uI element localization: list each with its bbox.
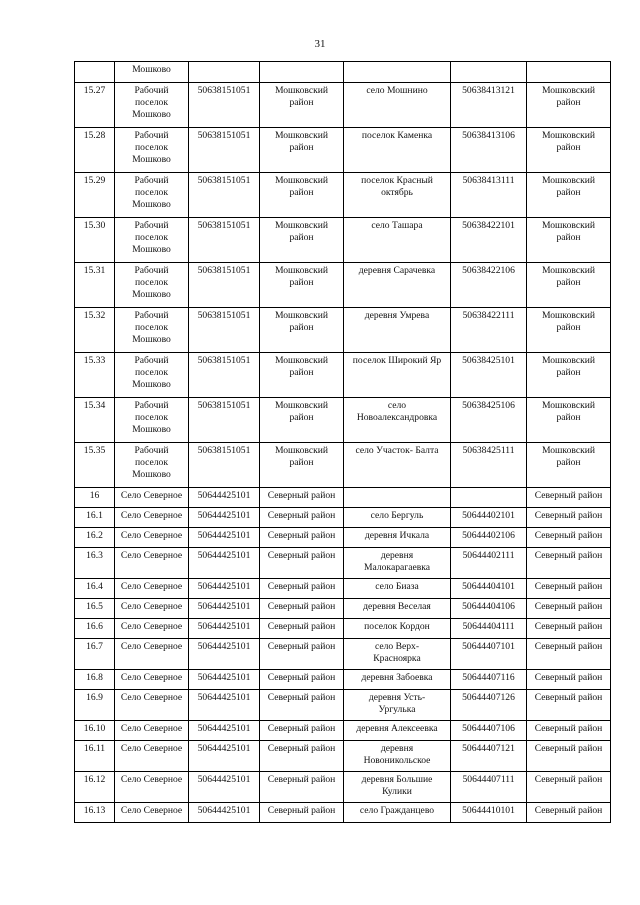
okato-cell: 50644402111 bbox=[451, 548, 527, 579]
row-number: 16.5 bbox=[75, 599, 115, 619]
district2-cell: Северный район bbox=[527, 639, 611, 670]
oktmo-cell: 50644425101 bbox=[189, 670, 260, 690]
row-number: 15.34 bbox=[75, 398, 115, 443]
district-cell: Северный район bbox=[260, 670, 344, 690]
row-number bbox=[75, 62, 115, 83]
locality-cell: поселок Широкий Яр bbox=[344, 353, 451, 398]
district-cell: Мошковский район bbox=[260, 263, 344, 308]
table-row bbox=[75, 443, 611, 488]
row-number: 16.6 bbox=[75, 619, 115, 639]
district-cell: Северный район bbox=[260, 772, 344, 803]
oktmo-cell: 50638151051 bbox=[189, 218, 260, 263]
oktmo-cell: 50638151051 bbox=[189, 173, 260, 218]
row-number: 15.28 bbox=[75, 128, 115, 173]
oktmo-cell: 50638151051 bbox=[189, 398, 260, 443]
row-number: 15.35 bbox=[75, 443, 115, 488]
row-number: 16.8 bbox=[75, 670, 115, 690]
okato-cell: 50638413121 bbox=[451, 83, 527, 128]
table-row bbox=[75, 599, 611, 619]
table-row bbox=[75, 690, 611, 721]
row-number: 16.13 bbox=[75, 803, 115, 823]
district-cell bbox=[260, 62, 344, 83]
district2-cell: Северный район bbox=[527, 599, 611, 619]
locality-cell bbox=[344, 488, 451, 508]
table-row bbox=[75, 741, 611, 772]
okato-cell: 50644402101 bbox=[451, 508, 527, 528]
row-number: 16.3 bbox=[75, 548, 115, 579]
okato-cell: 50638413111 bbox=[451, 173, 527, 218]
district-cell: Северный район bbox=[260, 690, 344, 721]
settlement-cell: Село Северное bbox=[115, 772, 189, 803]
settlement-cell: Рабочий поселок Мошково bbox=[115, 218, 189, 263]
locality-cell: село Бергуль bbox=[344, 508, 451, 528]
settlement-cell: Село Северное bbox=[115, 599, 189, 619]
district2-cell: Мошковский район bbox=[527, 398, 611, 443]
table-row bbox=[75, 772, 611, 803]
district2-cell: Северный район bbox=[527, 772, 611, 803]
okato-cell: 50638425101 bbox=[451, 353, 527, 398]
table-row bbox=[75, 308, 611, 353]
table-row bbox=[75, 218, 611, 263]
oktmo-cell: 50644425101 bbox=[189, 488, 260, 508]
table-row bbox=[75, 83, 611, 128]
settlement-cell: Село Северное bbox=[115, 579, 189, 599]
row-number: 16.10 bbox=[75, 721, 115, 741]
settlement-cell: Село Северное bbox=[115, 690, 189, 721]
district-cell: Северный район bbox=[260, 619, 344, 639]
table-row bbox=[75, 803, 611, 823]
okato-cell: 50638422101 bbox=[451, 218, 527, 263]
okato-cell: 50644410101 bbox=[451, 803, 527, 823]
locality-cell: деревня Большие Кулики bbox=[344, 772, 451, 803]
locality-cell: деревня Усть- Ургулька bbox=[344, 690, 451, 721]
district-cell: Мошковский район bbox=[260, 128, 344, 173]
oktmo-cell: 50644425101 bbox=[189, 772, 260, 803]
settlement-cell: Село Северное bbox=[115, 508, 189, 528]
district-cell: Северный район bbox=[260, 488, 344, 508]
district-cell: Мошковский район bbox=[260, 398, 344, 443]
locality-cell: поселок Красный октябрь bbox=[344, 173, 451, 218]
table-row bbox=[75, 398, 611, 443]
settlement-cell: Рабочий поселок Мошково bbox=[115, 263, 189, 308]
oktmo-cell: 50644425101 bbox=[189, 619, 260, 639]
settlement-cell: Рабочий поселок Мошково bbox=[115, 398, 189, 443]
locality-cell: деревня Сарачевка bbox=[344, 263, 451, 308]
locality-cell bbox=[344, 62, 451, 83]
oktmo-cell: 50638151051 bbox=[189, 353, 260, 398]
locality-cell: село Верх- Красноярка bbox=[344, 639, 451, 670]
table-row bbox=[75, 619, 611, 639]
locality-cell: село Участок- Балта bbox=[344, 443, 451, 488]
locality-cell: село Мошнино bbox=[344, 83, 451, 128]
district2-cell: Северный район bbox=[527, 528, 611, 548]
locality-cell: поселок Кордон bbox=[344, 619, 451, 639]
okato-cell: 50644404101 bbox=[451, 579, 527, 599]
row-number: 15.33 bbox=[75, 353, 115, 398]
okato-cell: 50644407126 bbox=[451, 690, 527, 721]
oktmo-cell: 50644425101 bbox=[189, 548, 260, 579]
district2-cell: Мошковский район bbox=[527, 263, 611, 308]
okato-cell: 50644407116 bbox=[451, 670, 527, 690]
district-cell: Мошковский район bbox=[260, 173, 344, 218]
locality-cell: деревня Умрева bbox=[344, 308, 451, 353]
okato-cell: 50638422111 bbox=[451, 308, 527, 353]
district-cell: Северный район bbox=[260, 721, 344, 741]
district2-cell: Северный район bbox=[527, 670, 611, 690]
table-row bbox=[75, 579, 611, 599]
district2-cell: Мошковский район bbox=[527, 353, 611, 398]
district-cell: Северный район bbox=[260, 508, 344, 528]
oktmo-cell: 50644425101 bbox=[189, 639, 260, 670]
district2-cell: Северный район bbox=[527, 548, 611, 579]
district-cell: Мошковский район bbox=[260, 443, 344, 488]
district-cell: Северный район bbox=[260, 803, 344, 823]
locality-cell: деревня Забоевка bbox=[344, 670, 451, 690]
row-number: 15.29 bbox=[75, 173, 115, 218]
locality-cell: деревня Веселая bbox=[344, 599, 451, 619]
table-row bbox=[75, 488, 611, 508]
row-number: 15.31 bbox=[75, 263, 115, 308]
settlement-cell: Село Северное bbox=[115, 741, 189, 772]
oktmo-cell: 50644425101 bbox=[189, 599, 260, 619]
row-number: 16.1 bbox=[75, 508, 115, 528]
page-number: 31 bbox=[314, 38, 326, 50]
district-cell: Мошковский район bbox=[260, 83, 344, 128]
okato-cell bbox=[451, 488, 527, 508]
district2-cell: Северный район bbox=[527, 579, 611, 599]
row-number: 15.27 bbox=[75, 83, 115, 128]
okato-cell: 50644407101 bbox=[451, 639, 527, 670]
settlement-cell: Рабочий поселок Мошково bbox=[115, 128, 189, 173]
locality-cell: село Новоалександровка bbox=[344, 398, 451, 443]
district2-cell: Северный район bbox=[527, 741, 611, 772]
table-row bbox=[75, 128, 611, 173]
table-row bbox=[75, 353, 611, 398]
district2-cell: Северный район bbox=[527, 508, 611, 528]
table-row bbox=[75, 263, 611, 308]
locality-cell: деревня Ичкала bbox=[344, 528, 451, 548]
district-cell: Мошковский район bbox=[260, 218, 344, 263]
settlement-cell: Рабочий поселок Мошково bbox=[115, 173, 189, 218]
table-body bbox=[75, 62, 611, 823]
district2-cell: Мошковский район bbox=[527, 173, 611, 218]
locality-cell: село Гражданцево bbox=[344, 803, 451, 823]
row-number: 16.9 bbox=[75, 690, 115, 721]
row-number: 16.11 bbox=[75, 741, 115, 772]
district2-cell: Северный район bbox=[527, 690, 611, 721]
settlement-cell: Село Северное bbox=[115, 639, 189, 670]
settlement-cell: Село Северное bbox=[115, 548, 189, 579]
table-row bbox=[75, 62, 611, 83]
settlement-cell: Рабочий поселок Мошково bbox=[115, 443, 189, 488]
okato-cell bbox=[451, 62, 527, 83]
row-number: 16.7 bbox=[75, 639, 115, 670]
district-cell: Северный район bbox=[260, 579, 344, 599]
oktmo-cell: 50644425101 bbox=[189, 741, 260, 772]
table-row bbox=[75, 508, 611, 528]
settlement-cell: Село Северное bbox=[115, 488, 189, 508]
settlement-cell: Село Северное bbox=[115, 803, 189, 823]
okato-cell: 50638422106 bbox=[451, 263, 527, 308]
oktmo-cell: 50638151051 bbox=[189, 443, 260, 488]
district2-cell: Мошковский район bbox=[527, 128, 611, 173]
district2-cell: Северный район bbox=[527, 803, 611, 823]
okato-cell: 50638425111 bbox=[451, 443, 527, 488]
settlements-table bbox=[74, 61, 611, 823]
district-cell: Северный район bbox=[260, 599, 344, 619]
settlement-cell: Рабочий поселок Мошково bbox=[115, 83, 189, 128]
oktmo-cell: 50644425101 bbox=[189, 690, 260, 721]
table-row bbox=[75, 670, 611, 690]
district-cell: Северный район bbox=[260, 741, 344, 772]
settlement-cell: Село Северное bbox=[115, 721, 189, 741]
district2-cell: Северный район bbox=[527, 488, 611, 508]
okato-cell: 50644407106 bbox=[451, 721, 527, 741]
oktmo-cell: 50644425101 bbox=[189, 803, 260, 823]
okato-cell: 50644404106 bbox=[451, 599, 527, 619]
settlement-cell: Село Северное bbox=[115, 670, 189, 690]
oktmo-cell: 50638151051 bbox=[189, 128, 260, 173]
locality-cell: поселок Каменка bbox=[344, 128, 451, 173]
locality-cell: село Ташара bbox=[344, 218, 451, 263]
locality-cell: село Биаза bbox=[344, 579, 451, 599]
table-row bbox=[75, 721, 611, 741]
settlement-cell: Мошково bbox=[115, 62, 189, 83]
okato-cell: 50638413106 bbox=[451, 128, 527, 173]
oktmo-cell: 50644425101 bbox=[189, 579, 260, 599]
locality-cell: деревня Алексеевка bbox=[344, 721, 451, 741]
oktmo-cell: 50638151051 bbox=[189, 308, 260, 353]
district2-cell: Мошковский район bbox=[527, 443, 611, 488]
okato-cell: 50644407111 bbox=[451, 772, 527, 803]
oktmo-cell: 50644425101 bbox=[189, 721, 260, 741]
district2-cell bbox=[527, 62, 611, 83]
row-number: 15.30 bbox=[75, 218, 115, 263]
oktmo-cell: 50638151051 bbox=[189, 263, 260, 308]
table-row bbox=[75, 173, 611, 218]
oktmo-cell: 50638151051 bbox=[189, 83, 260, 128]
district-cell: Мошковский район bbox=[260, 308, 344, 353]
locality-cell: деревня Новоникольское bbox=[344, 741, 451, 772]
row-number: 16.12 bbox=[75, 772, 115, 803]
district-cell: Северный район bbox=[260, 639, 344, 670]
okato-cell: 50638425106 bbox=[451, 398, 527, 443]
table-row bbox=[75, 548, 611, 579]
row-number: 16.4 bbox=[75, 579, 115, 599]
settlement-cell: Село Северное bbox=[115, 619, 189, 639]
row-number: 16 bbox=[75, 488, 115, 508]
row-number: 15.32 bbox=[75, 308, 115, 353]
district2-cell: Северный район bbox=[527, 619, 611, 639]
settlement-cell: Рабочий поселок Мошково bbox=[115, 353, 189, 398]
district2-cell: Северный район bbox=[527, 721, 611, 741]
district2-cell: Мошковский район bbox=[527, 83, 611, 128]
oktmo-cell bbox=[189, 62, 260, 83]
okato-cell: 50644407121 bbox=[451, 741, 527, 772]
oktmo-cell: 50644425101 bbox=[189, 508, 260, 528]
district-cell: Северный район bbox=[260, 528, 344, 548]
table-row bbox=[75, 639, 611, 670]
district-cell: Мошковский район bbox=[260, 353, 344, 398]
table-row bbox=[75, 528, 611, 548]
okato-cell: 50644404111 bbox=[451, 619, 527, 639]
district-cell: Северный район bbox=[260, 548, 344, 579]
okato-cell: 50644402106 bbox=[451, 528, 527, 548]
district2-cell: Мошковский район bbox=[527, 308, 611, 353]
district2-cell: Мошковский район bbox=[527, 218, 611, 263]
settlement-cell: Село Северное bbox=[115, 528, 189, 548]
settlement-cell: Рабочий поселок Мошково bbox=[115, 308, 189, 353]
row-number: 16.2 bbox=[75, 528, 115, 548]
locality-cell: деревня Малокарагаевка bbox=[344, 548, 451, 579]
oktmo-cell: 50644425101 bbox=[189, 528, 260, 548]
